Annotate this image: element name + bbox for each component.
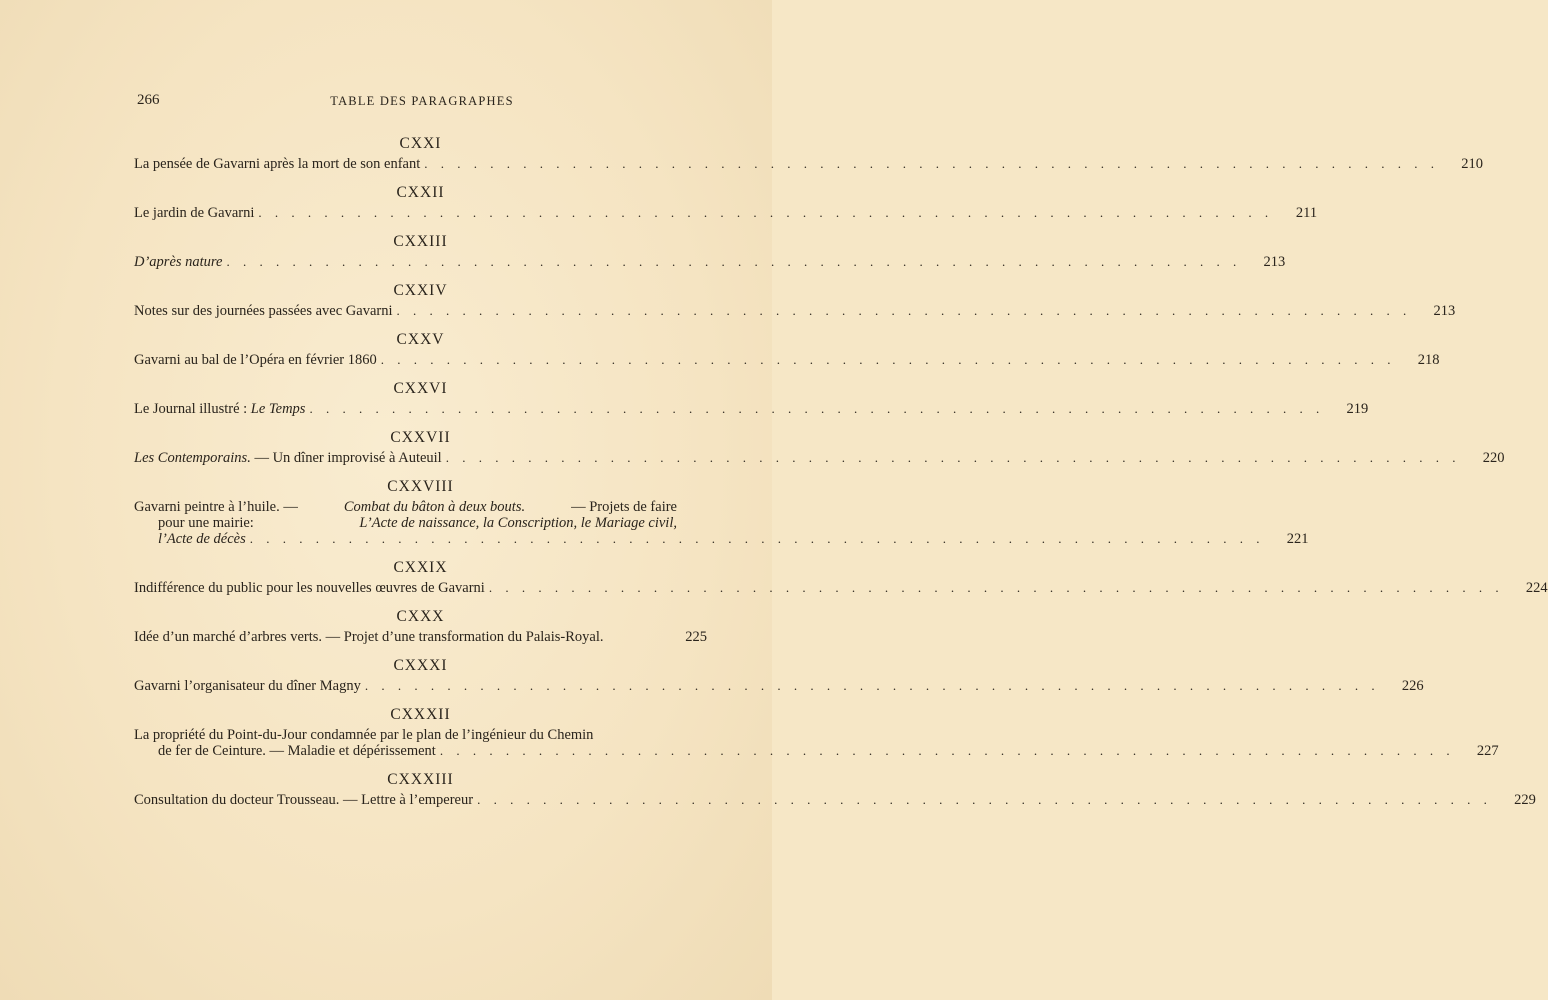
- entry-page: 218: [1417, 352, 1440, 368]
- leader-dots: . . . . . . . . . . . . . . . . . . . . . . . . . . . . . . . . . . . . . . . . . . . . . . . . . . . . . . . . . . . . . .: [488, 580, 1504, 595]
- toc-section: [134, 427, 1505, 466]
- entry-title-italic: Les Contemporains.: [134, 450, 251, 466]
- table-of-paragraphs: [134, 133, 1548, 808]
- leader-dots: . . . . . . . . . . . . . . . . . . . . . . . . . . . . . . . . . . . . . . . . . . . . . . . . . . . . . . . . . . . . . .: [309, 401, 1325, 416]
- toc-section: [134, 329, 1440, 368]
- entry-title-part: pour une mairie:: [158, 515, 254, 531]
- toc-entry: [134, 352, 1440, 368]
- leader-dots: . . . . . . . . . . . . . . . . . . . . . . . . . . . . . . . . . . . . . . . . . . . . . . . . . . . . . . . . . . . . . .: [380, 352, 1396, 367]
- toc-section: [134, 769, 1536, 808]
- page-number: 266: [137, 92, 160, 108]
- leader-dots: . . . . . . . . . . . . . . . . . . . . . . . . . . . . . . . . . . . . . . . . . . . . . . . . . . . . . . . . . . . . . .: [364, 678, 1380, 693]
- entry-title: Idée d’un marché d’arbres verts. — Projet d’une transformation du Palais-Royal.: [134, 629, 604, 645]
- entry-title-italic: L’Acte de naissance, la Conscription, le Mariage civil,: [359, 515, 677, 531]
- toc-section: [134, 557, 1548, 596]
- toc-section: [134, 476, 1309, 547]
- toc-section: [134, 606, 707, 645]
- toc-entry: [134, 727, 1499, 759]
- section-numeral: CXXV: [396, 331, 445, 348]
- toc-section: [134, 704, 1499, 759]
- leader-dots: . . . . . . . . . . . . . . . . . . . . . . . . . . . . . . . . . . . . . . . . . . . . . . . . . . . . . . . . . . . . . .: [424, 156, 1440, 171]
- entry-title: Notes sur des journées passées avec Gavarni: [134, 303, 393, 319]
- toc-entry: [134, 205, 1318, 221]
- entry-page: 210: [1461, 156, 1484, 172]
- section-numeral: CXXXI: [393, 657, 448, 674]
- toc-entry: [134, 629, 707, 645]
- section-numeral: CXXI: [399, 135, 442, 152]
- entry-page: 226: [1401, 678, 1424, 694]
- leader-dots: . . . . . . . . . . . . . . . . . . . . . . . . . . . . . . . . . . . . . . . . . . . . . . . . . . . . . . . . . . . . . .: [226, 254, 1242, 269]
- entry-title: Consultation du docteur Trousseau. — Lettre à l’empereur: [134, 792, 474, 808]
- entry-page: 229: [1514, 792, 1536, 808]
- section-numeral: CXXIV: [393, 282, 448, 299]
- entry-title-part: — Projets de faire: [571, 499, 677, 515]
- entry-title-part: — Un dîner improvisé à Auteuil: [250, 450, 442, 466]
- section-numeral: CXXX: [396, 608, 445, 625]
- toc-section: [134, 655, 1424, 694]
- entry-page: 225: [685, 629, 707, 645]
- entry-title-line: de fer de Ceinture. — Maladie et dépérissement: [158, 743, 436, 759]
- running-title: TABLE DES PARAGRAPHES: [330, 94, 514, 108]
- entry-page: 221: [1286, 531, 1309, 547]
- entry-title-line: La propriété du Point-du-Jour condamnée par le plan de l’ingénieur du Chemin: [134, 727, 594, 743]
- entry-title: Gavarni l’organisateur du dîner Magny: [134, 678, 361, 694]
- entry-page: 219: [1346, 401, 1369, 417]
- entry-title-italic: l’Acte de décès: [158, 531, 246, 547]
- section-numeral: CXXXII: [390, 706, 451, 723]
- section-numeral: CXXIII: [393, 233, 448, 250]
- leader-dots: . . . . . . . . . . . . . . . . . . . . . . . . . . . . . . . . . . . . . . . . . . . . . . . . . . . . . . . . . . . . . .: [445, 450, 1461, 465]
- running-head: [137, 92, 707, 112]
- entry-page: 211: [1295, 205, 1318, 221]
- toc-entry: [134, 678, 1424, 694]
- leader-dots: . . . . . . . . . . . . . . . . . . . . . . . . . . . . . . . . . . . . . . . . . . . . . . . . . . . . . . . . . . . . . .: [439, 743, 1455, 758]
- entry-title-line: [134, 499, 677, 515]
- entry-title: [134, 450, 442, 466]
- section-numeral: CXXII: [396, 184, 445, 201]
- entry-page: 213: [1263, 254, 1286, 270]
- leader-dots: . . . . . . . . . . . . . . . . . . . . . . . . . . . . . . . . . . . . . . . . . . . . . . . . . . . . . . . . . . . . . .: [396, 303, 1412, 318]
- section-numeral: CXXIX: [393, 559, 448, 576]
- entry-page: 227: [1476, 743, 1499, 759]
- toc-section: [134, 231, 1286, 270]
- entry-page: 220: [1482, 450, 1505, 466]
- section-numeral: CXXVIII: [387, 478, 454, 495]
- entry-title-line: [158, 515, 677, 531]
- entry-title: Gavarni au bal de l’Opéra en février 1860: [134, 352, 377, 368]
- toc-entry: [134, 450, 1505, 466]
- entry-title: Indifférence du public pour les nouvelles œuvres de Gavarni: [134, 580, 485, 596]
- leader-dots: . . . . . . . . . . . . . . . . . . . . . . . . . . . . . . . . . . . . . . . . . . . . . . . . . . . . . . . . . . . . . .: [249, 531, 1265, 546]
- toc-entry: [134, 254, 1286, 270]
- toc-section: [134, 378, 1369, 417]
- toc-section: [134, 182, 1318, 221]
- toc-entry: [134, 401, 1369, 417]
- entry-title-part: Gavarni peintre à l’huile. —: [134, 499, 298, 515]
- section-numeral: CXXVI: [393, 380, 448, 397]
- entry-title: La pensée de Gavarni après la mort de son enfant: [134, 156, 421, 172]
- entry-title: D’après nature: [134, 254, 223, 270]
- leader-dots: . . . . . . . . . . . . . . . . . . . . . . . . . . . . . . . . . . . . . . . . . . . . . . . . . . . . . . . . . . . . . .: [477, 792, 1492, 807]
- toc-entry: [134, 792, 1536, 808]
- entry-title-italic: Combat du bâton à deux bouts.: [343, 499, 526, 515]
- toc-entry: [134, 580, 1548, 596]
- toc-entry: [134, 499, 1309, 547]
- entry-title-part: Le Journal illustré :: [134, 401, 251, 417]
- toc-section: [134, 280, 1456, 319]
- entry-page: 224: [1525, 580, 1548, 596]
- section-numeral: CXXXIII: [387, 771, 454, 788]
- section-numeral: CXXVII: [390, 429, 451, 446]
- entry-title-italic: Le Temps: [250, 401, 306, 417]
- leader-dots: . . . . . . . . . . . . . . . . . . . . . . . . . . . . . . . . . . . . . . . . . . . . . . . . . . . . . . . . . . . . . .: [258, 205, 1274, 220]
- toc-entry: [134, 156, 1484, 172]
- entry-title: [134, 401, 305, 417]
- toc-entry: [134, 303, 1456, 319]
- entry-title: Le jardin de Gavarni: [134, 205, 255, 221]
- toc-section: [134, 133, 1484, 172]
- entry-page: 213: [1433, 303, 1456, 319]
